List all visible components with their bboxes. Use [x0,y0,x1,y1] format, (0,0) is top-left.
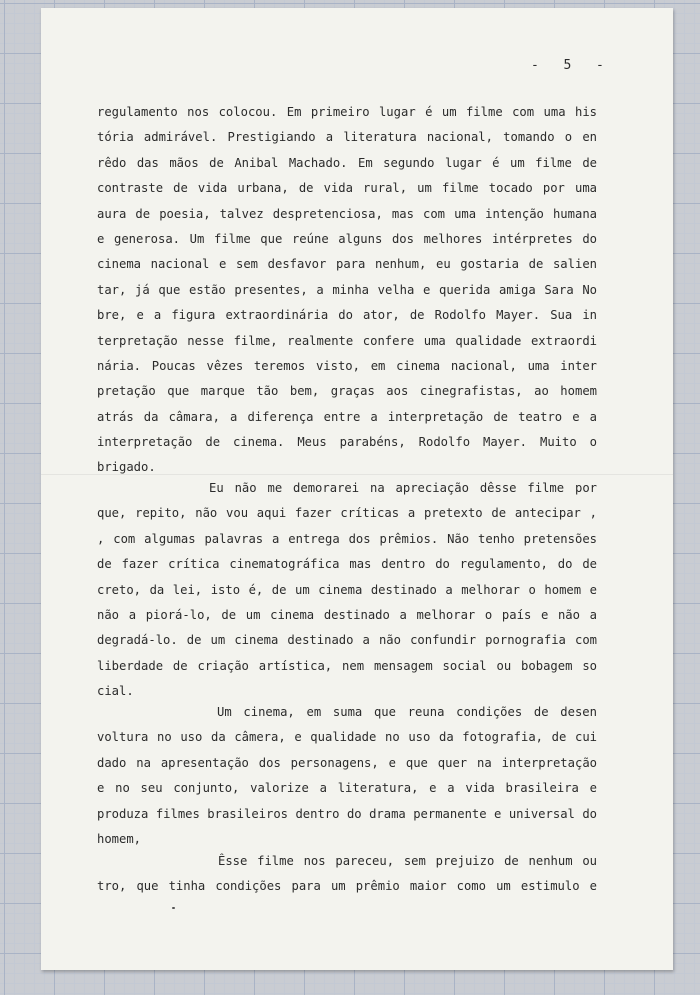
text-line: cial. [97,684,134,699]
text-line: homem, [97,831,142,846]
paragraph-4 [97,849,597,900]
text-line: e no seu conjunto, valorize a literatura, e a vida brasileira e [97,781,597,796]
text-line: tória admirável. Prestigiando a literatura nacional, tomando o en [97,130,597,145]
paragraph-1 [97,100,597,481]
text-line: , com algumas palavras a entrega dos prêmios. Não tenho pretensões [97,531,597,546]
text-line: pretação que marque tão bem, graças aos cinegrafistas, ao homem [97,384,597,399]
text-line: e generosa. Um filme que reúne alguns dos melhores intérpretes do [97,231,597,246]
text-line: tro, que tinha condições para um prêmio maior como um estimulo e [97,879,597,894]
paragraph-3 [97,700,597,852]
text-line: de fazer crítica cinematográfica mas dentro do regulamento, do de [97,557,597,572]
text-line: Um cinema, em suma que reuna condições de desen [217,705,597,719]
text-line: creto, da lei, isto é, de um cinema destinado a melhorar o homem e [97,582,597,597]
text-line: cinema nacional e sem desfavor para nenhum, eu gostaria de salien [97,257,597,272]
text-line: tar, já que estão presentes, a minha velha e querida amiga Sara No [97,282,597,297]
text-line: brigado. [97,460,156,475]
text-line: contraste de vida urbana, de vida rural, um filme tocado por uma [97,181,597,196]
text-line: regulamento nos colocou. Em primeiro lugar é um filme com uma his [97,105,597,119]
text-line: liberdade de criação artística, nem mensagem social ou bobagem so [97,658,597,673]
text-line: aura de poesia, talvez despretenciosa, mas com uma intenção humana [97,206,597,221]
text-line: Êsse filme nos pareceu, sem prejuizo de nenhum ou [218,854,597,868]
text-line: que, repito, não vou aqui fazer críticas a pretexto de antecipar , [97,506,597,521]
typed-page [41,8,673,970]
paragraph-2 [97,476,597,705]
text-line: produza filmes brasileiros dentro do drama permanente e universal do [97,806,597,821]
text-line: degradá-lo. de um cinema destinado a não confundir pornografia com [97,633,597,648]
text-line: dado na apresentação dos personagens, e que quer na interpretação [97,755,597,770]
ink-speck [172,907,175,909]
text-line: nária. Poucas vêzes teremos visto, em cinema nacional, uma inter [97,358,597,373]
text-line: não a piorá-lo, de um cinema destinado a melhorar o país e não a [97,607,597,622]
text-line: atrás da câmara, a diferença entre a interpretação de teatro e a [97,409,597,424]
page-number: - 5 - [531,58,607,73]
text-line: bre, e a figura extraordinária do ator, de Rodolfo Mayer. Sua in [97,308,597,323]
text-line: terpretação nesse filme, realmente confere uma qualidade extraordi [97,333,597,348]
text-line: rêdo das mãos de Anibal Machado. Em segundo lugar é um filme de [97,155,597,170]
text-line: voltura no uso da câmera, e qualidade no uso da fotografia, de cui [97,730,597,745]
text-line: Eu não me demorarei na apreciação dêsse filme por [209,481,597,495]
text-line: interpretação de cinema. Meus parabéns, Rodolfo Mayer. Muito o [97,435,597,450]
